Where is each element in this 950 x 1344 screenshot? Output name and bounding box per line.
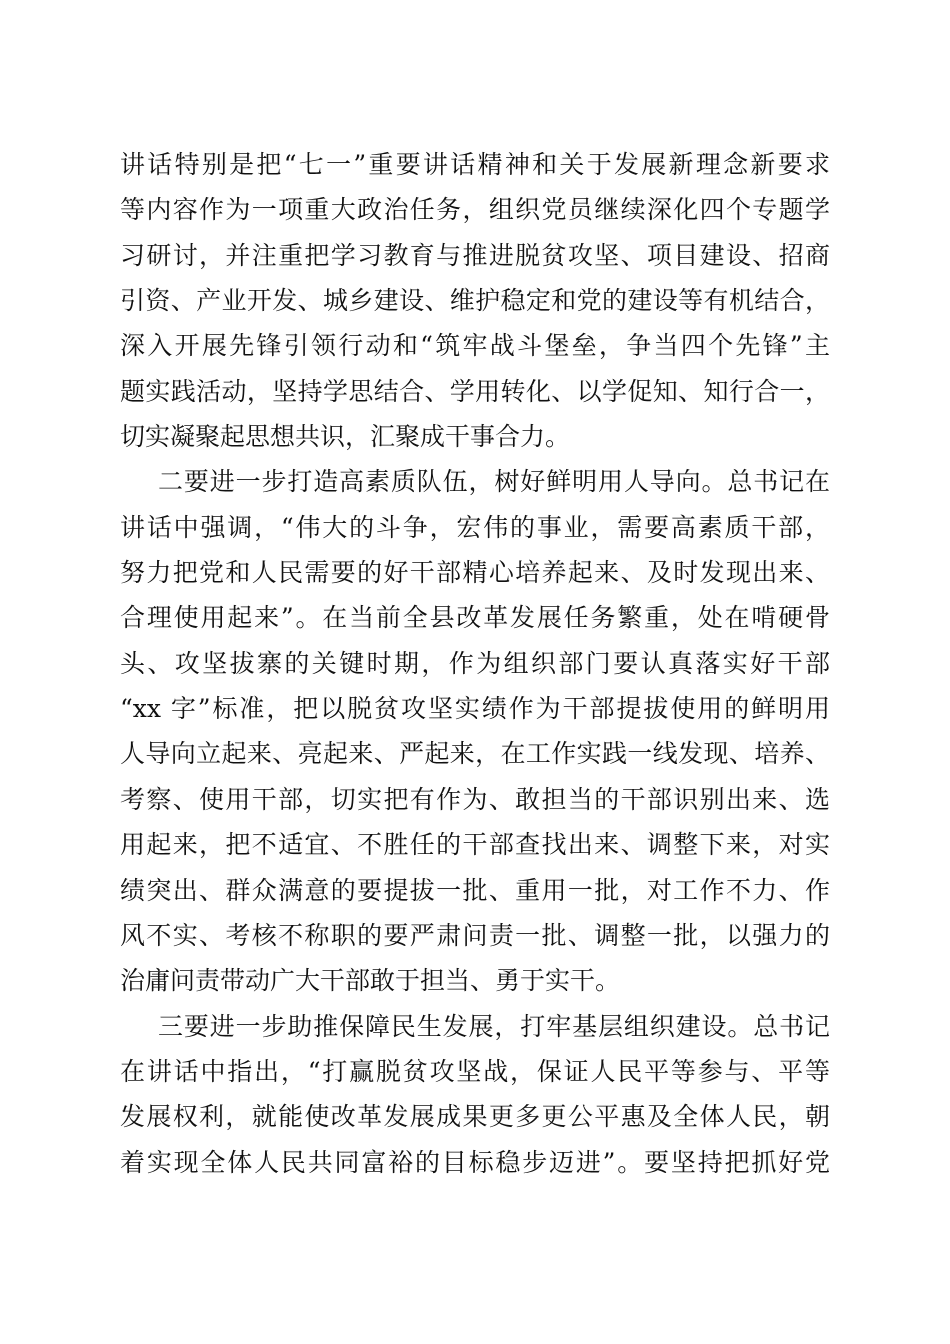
text-line: 治庸问责带动广大干部敢于担当、勇于实干。 (120, 966, 621, 996)
text-line: 头、攻坚拔寨的关键时期，作为组织部门要认真落实好干部 (120, 648, 830, 678)
text-line: 讲话特别是把“七一”重要讲话精神和关于发展新理念新要求 (120, 150, 830, 179)
text-line: 考察、使用干部，切实把有作为、敢担当的干部识别出来、选 (120, 784, 830, 814)
text-line: 引资、产业开发、城乡建设、维护稳定和党的建设等有机结合， (120, 286, 830, 316)
text-line: 题实践活动，坚持学思结合、学用转化、以学促知、知行合一， (120, 376, 830, 406)
text-line: 深入开展先锋引领行动和“筑牢战斗堡垒，争当四个先锋”主 (120, 331, 830, 361)
text-line: 用起来，把不适宜、不胜任的干部查找出来、调整下来，对实 (120, 830, 830, 860)
text-line: 习研讨，并注重把学习教育与推进脱贫攻坚、项目建设、招商 (120, 240, 830, 270)
text-line: 切实凝聚起思想共识，汇聚成干事合力。 (120, 422, 571, 452)
text-line: 人导向立起来、亮起来、严起来，在工作实践一线发现、培养、 (120, 739, 830, 769)
paragraph-3-start: 三要进一步助推保障民生发展，打牢基层组织建设。总书记 (158, 1011, 830, 1041)
text-line: 合理使用起来”。在当前全县改革发展任务繁重，处在啃硬骨 (120, 603, 830, 633)
text-line: 着实现全体人民共同富裕的目标稳步迈进”。要坚持把抓好党 (120, 1147, 830, 1177)
text-line: 努力把党和人民需要的好干部精心培养起来、及时发现出来、 (120, 558, 830, 588)
text-line: 在讲话中指出，“打赢脱贫攻坚战，保证人民平等参与、平等 (120, 1056, 830, 1086)
text-line: “xx 字”标准，把以脱贫攻坚实绩作为干部提拔使用的鲜明用 (120, 694, 830, 724)
document-body (120, 142, 830, 1185)
text-line: 绩突出、群众满意的要提拔一批、重用一批，对工作不力、作 (120, 875, 830, 905)
text-line: 发展权利，就能使改革发展成果更多更公平惠及全体人民，朝 (120, 1102, 830, 1132)
text-line: 等内容作为一项重大政治任务，组织党员继续深化四个专题学 (120, 195, 830, 225)
paragraph-2-start: 二要进一步打造高素质队伍，树好鲜明用人导向。总书记在 (158, 467, 830, 497)
text-line: 风不实、考核不称职的要严肃问责一批、调整一批，以强力的 (120, 920, 830, 950)
text-line: 讲话中强调，“伟大的斗争，宏伟的事业，需要高素质干部， (120, 512, 830, 542)
